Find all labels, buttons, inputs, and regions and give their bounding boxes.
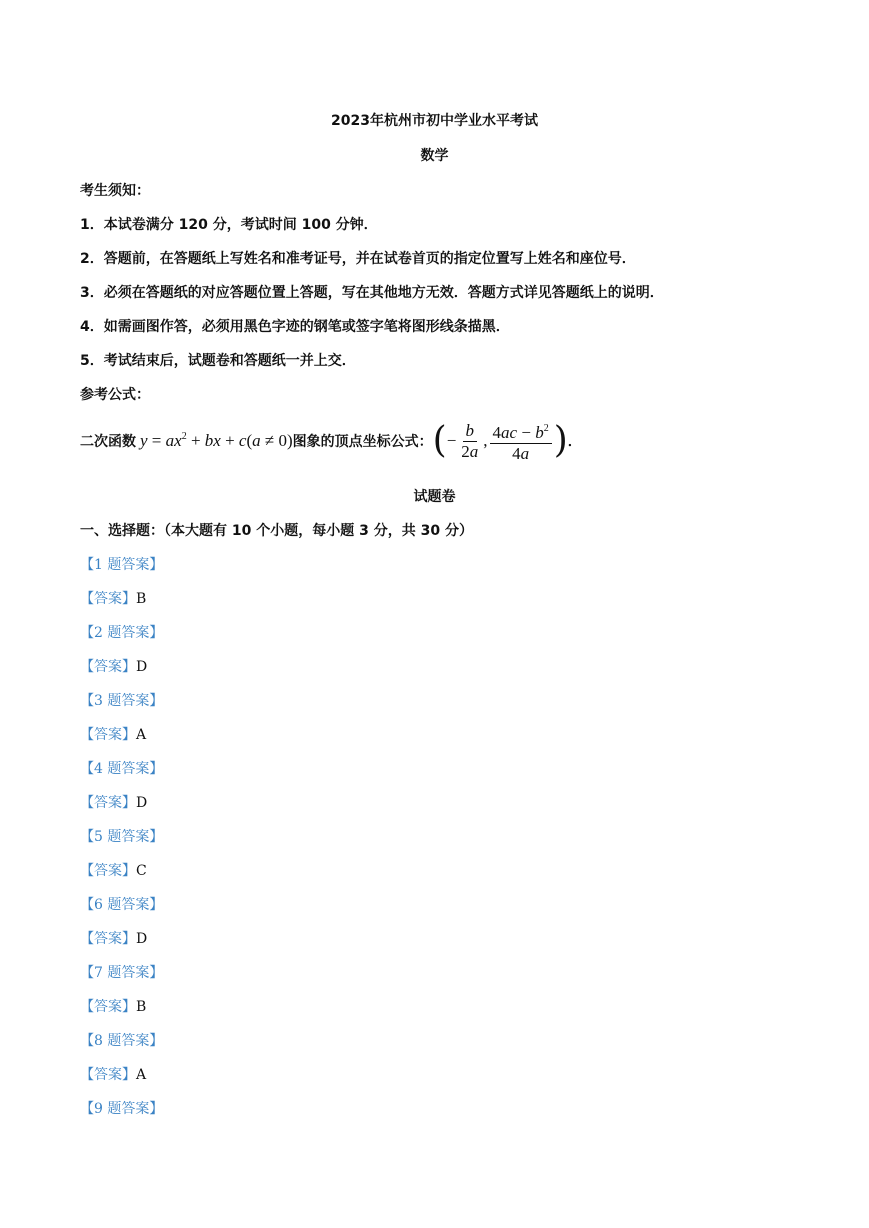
answer-value: D	[136, 931, 148, 947]
answer-tag: 【答案】	[80, 999, 136, 1015]
formula-prefix: 二次函数	[80, 434, 136, 450]
notice-item-2: 2．答题前，在答题纸上写姓名和准考证号，并在试卷首页的指定位置写上姓名和座位号．	[80, 251, 636, 267]
question-answer-tag: 【7 题答案】	[80, 965, 164, 981]
answer-row	[80, 860, 147, 880]
question-answer-tag: 【1 题答案】	[80, 557, 164, 573]
answer-tag: 【答案】	[80, 591, 136, 607]
answer-value: B	[136, 591, 147, 607]
answer-row	[80, 588, 146, 608]
question-answer-tag: 【3 题答案】	[80, 693, 164, 709]
question-answer-tag: 【4 题答案】	[80, 761, 164, 777]
answer-tag: 【答案】	[80, 863, 136, 879]
notice-item-1: 1．本试卷满分 120 分，考试时间 100 分钟．	[80, 217, 378, 233]
answer-tag: 【答案】	[80, 727, 136, 743]
exam-title: 2023年杭州市初中学业水平考试	[331, 113, 538, 129]
answer-row	[80, 996, 146, 1016]
answer-tag: 【答案】	[80, 931, 136, 947]
notice-heading: 考生须知：	[80, 183, 150, 199]
answer-value: D	[136, 659, 148, 675]
notice-item-3: 3．必须在答题纸的对应答题位置上答题，写在其他地方无效．答题方式详见答题纸上的说明．	[80, 285, 664, 301]
question-answer-tag: 【2 题答案】	[80, 625, 164, 641]
vertex-coordinate-formula: ( − $\frac{b}{2a}$ , $\frac{4ac - b^2}{4a}$ )	[432, 420, 568, 463]
question-answer-tag: 【8 题答案】	[80, 1033, 164, 1049]
question-answer-tag: 【6 题答案】	[80, 897, 164, 913]
formula-heading: 参考公式：	[80, 387, 150, 403]
answer-value: A	[136, 727, 147, 743]
section-1-heading: 一、选择题：（本大题有 10 个小题，每小题 3 分，共 30 分）	[80, 523, 473, 539]
formula-suffix: ．	[567, 434, 582, 450]
paper-title: 试题卷	[413, 489, 456, 505]
answer-tag: 【答案】	[80, 1067, 136, 1083]
answer-value: A	[136, 1067, 147, 1083]
formula-middle: 图象的顶点坐标公式：	[292, 434, 433, 450]
vertex-formula-line	[80, 418, 582, 464]
answer-row	[80, 792, 147, 812]
answer-value: D	[136, 795, 148, 811]
answer-row	[80, 724, 146, 744]
answer-row	[80, 928, 147, 948]
answer-row	[80, 656, 147, 676]
answer-value: C	[136, 863, 147, 879]
answer-tag: 【答案】	[80, 795, 136, 811]
question-answer-tag: 【5 题答案】	[80, 829, 164, 845]
notice-item-5: 5．考试结束后，试题卷和答题纸一并上交．	[80, 353, 356, 369]
quadratic-expression: $y = ax^2$ + bx + c(a ≠ 0)	[140, 431, 293, 450]
notice-item-4: 4．如需画图作答，必须用黑色字迹的钢笔或签字笔将图形线条描黑．	[80, 319, 510, 335]
subject-title: 数学	[420, 148, 449, 164]
answer-row	[80, 1064, 146, 1084]
answer-value: B	[136, 999, 147, 1015]
question-answer-tag: 【9 题答案】	[80, 1101, 164, 1117]
answer-tag: 【答案】	[80, 659, 136, 675]
